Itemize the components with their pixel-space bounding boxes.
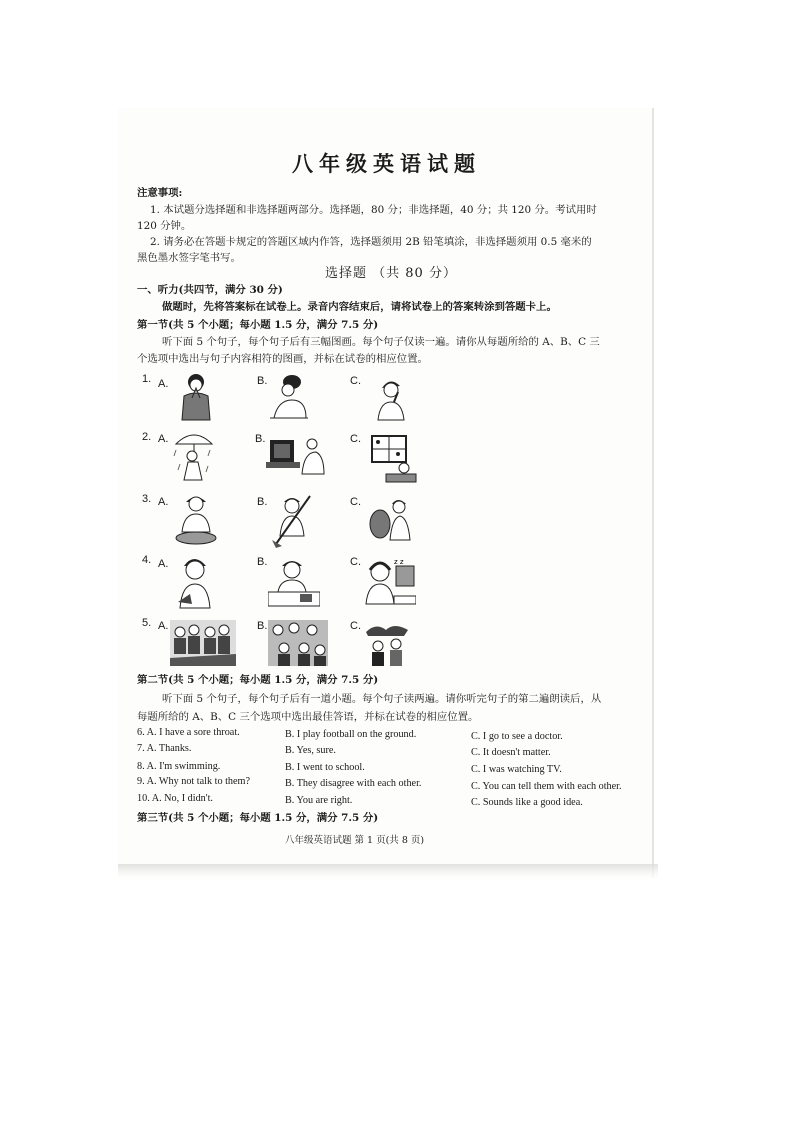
q8-option-b: B. I went to school. <box>285 762 365 773</box>
q2-picture-a <box>170 428 218 482</box>
q7-option-a: 7. A. Thanks. <box>137 743 192 754</box>
page-footer: 八年级英语试题 第 1 页(共 8 页) <box>285 835 425 846</box>
q4-picture-a <box>172 554 216 610</box>
scan-shadow <box>118 864 658 878</box>
q5-number: 5. <box>142 617 152 629</box>
notes-line-2b: 黑色墨水签字笔书写。 <box>137 252 241 264</box>
q1-picture-b <box>268 372 310 420</box>
q2-option-a: A. <box>158 433 169 445</box>
q6-option-a: 6. A. I have a sore throat. <box>137 727 240 738</box>
q3-picture-b <box>270 494 314 548</box>
q3-picture-c <box>366 494 412 548</box>
notes-line-1a: 1. 本试题分选择题和非选择题两部分。选择题，80 分；非选择题，40 分；共 120 分。考试用时 <box>150 204 597 216</box>
q3-option-c: C. <box>350 496 361 508</box>
q2-number: 2. <box>142 431 152 443</box>
sec1-heading: 第一节(共 5 个小题；每小题 1.5 分，满分 7.5 分) <box>137 319 379 331</box>
q1-option-b: B. <box>257 375 268 387</box>
q2-option-b: B. <box>255 433 266 445</box>
q8-option-a: 8. A. I'm swimming. <box>137 761 221 772</box>
q4-picture-c <box>364 556 416 608</box>
q5-picture-a <box>170 620 236 666</box>
q1-number: 1. <box>142 373 152 385</box>
q4-option-c: C. <box>350 556 361 568</box>
notes-heading: 注意事项: <box>137 187 183 199</box>
q4-option-b: B. <box>257 556 268 568</box>
q9-option-c: C. You can tell them with each other. <box>471 781 622 792</box>
q2-option-c: C. <box>350 433 361 445</box>
q9-option-b: B. They disagree with each other. <box>285 778 422 789</box>
q1-picture-a <box>172 370 220 422</box>
q10-option-b: B. You are right. <box>285 795 353 806</box>
q5-picture-c <box>364 622 410 666</box>
q9-option-a: 9. A. Why not talk to them? <box>137 776 250 787</box>
q3-option-b: B. <box>257 496 268 508</box>
q4-number: 4. <box>142 554 152 566</box>
part1-heading: 一、听力(共四节，满分 30 分) <box>137 284 283 296</box>
q1-option-a: A. <box>158 378 169 390</box>
notes-line-2a: 2. 请务必在答题卡规定的答题区域内作答，选择题须用 2B 铅笔填涂，非选择题须用 0.5 毫米的 <box>150 236 592 248</box>
q5-option-b: B. <box>257 620 268 632</box>
q10-option-a: 10. A. No, I didn't. <box>137 793 213 804</box>
section-title: 选择题 （共 80 分） <box>325 266 457 281</box>
part1-instruction: 做题时，先将答案标在试卷上。录音内容结束后，请将试卷上的答案转涂到答题卡上。 <box>162 301 557 313</box>
q2-picture-c <box>368 434 418 484</box>
sec1-desc-1: 听下面 5 个句子，每个句子后有三幅图画。每个句子仅读一遍。请你从每题所给的 A、B、C 三 <box>162 336 600 348</box>
q3-option-a: A. <box>158 496 169 508</box>
q6-option-c: C. I go to see a doctor. <box>471 731 563 742</box>
q4-option-a: A. <box>158 558 169 570</box>
page-title: 八年级英语试题 <box>292 151 481 176</box>
sec1-desc-2: 个选项中选出与句子内容相符的图画，并标在试卷的相应位置。 <box>137 353 428 365</box>
q3-number: 3. <box>142 493 152 505</box>
q8-option-c: C. I was watching TV. <box>471 764 562 775</box>
q7-option-c: C. It doesn't matter. <box>471 747 551 758</box>
q2-picture-b <box>266 434 328 478</box>
q1-option-c: C. <box>350 375 361 387</box>
q5-option-c: C. <box>350 620 361 632</box>
svg-text:z z: z z <box>394 558 404 566</box>
q5-picture-b <box>268 620 328 666</box>
q6-option-b: B. I play football on the ground. <box>285 729 417 740</box>
sec2-desc-1: 听下面 5 个句子，每个句子后有一道小题。每个句子读两遍。请你听完句子的第二遍朗读后，从 <box>162 693 602 705</box>
sec2-heading: 第二节(共 5 个小题；每小题 1.5 分，满分 7.5 分) <box>137 674 379 686</box>
q7-option-b: B. Yes, sure. <box>285 745 336 756</box>
notes-line-1b: 120 分钟。 <box>137 220 192 232</box>
q10-option-c: C. Sounds like a good idea. <box>471 797 583 808</box>
q1-picture-c <box>368 372 412 422</box>
q4-picture-b <box>268 556 320 608</box>
sec3-heading: 第三节(共 5 个小题；每小题 1.5 分，满分 7.5 分) <box>137 812 379 824</box>
q3-picture-a <box>172 492 222 548</box>
q5-option-a: A. <box>158 620 169 632</box>
sec2-desc-2: 每题所给的 A、B、C 三个选项中选出最佳答语，并标在试卷的相应位置。 <box>137 711 479 723</box>
